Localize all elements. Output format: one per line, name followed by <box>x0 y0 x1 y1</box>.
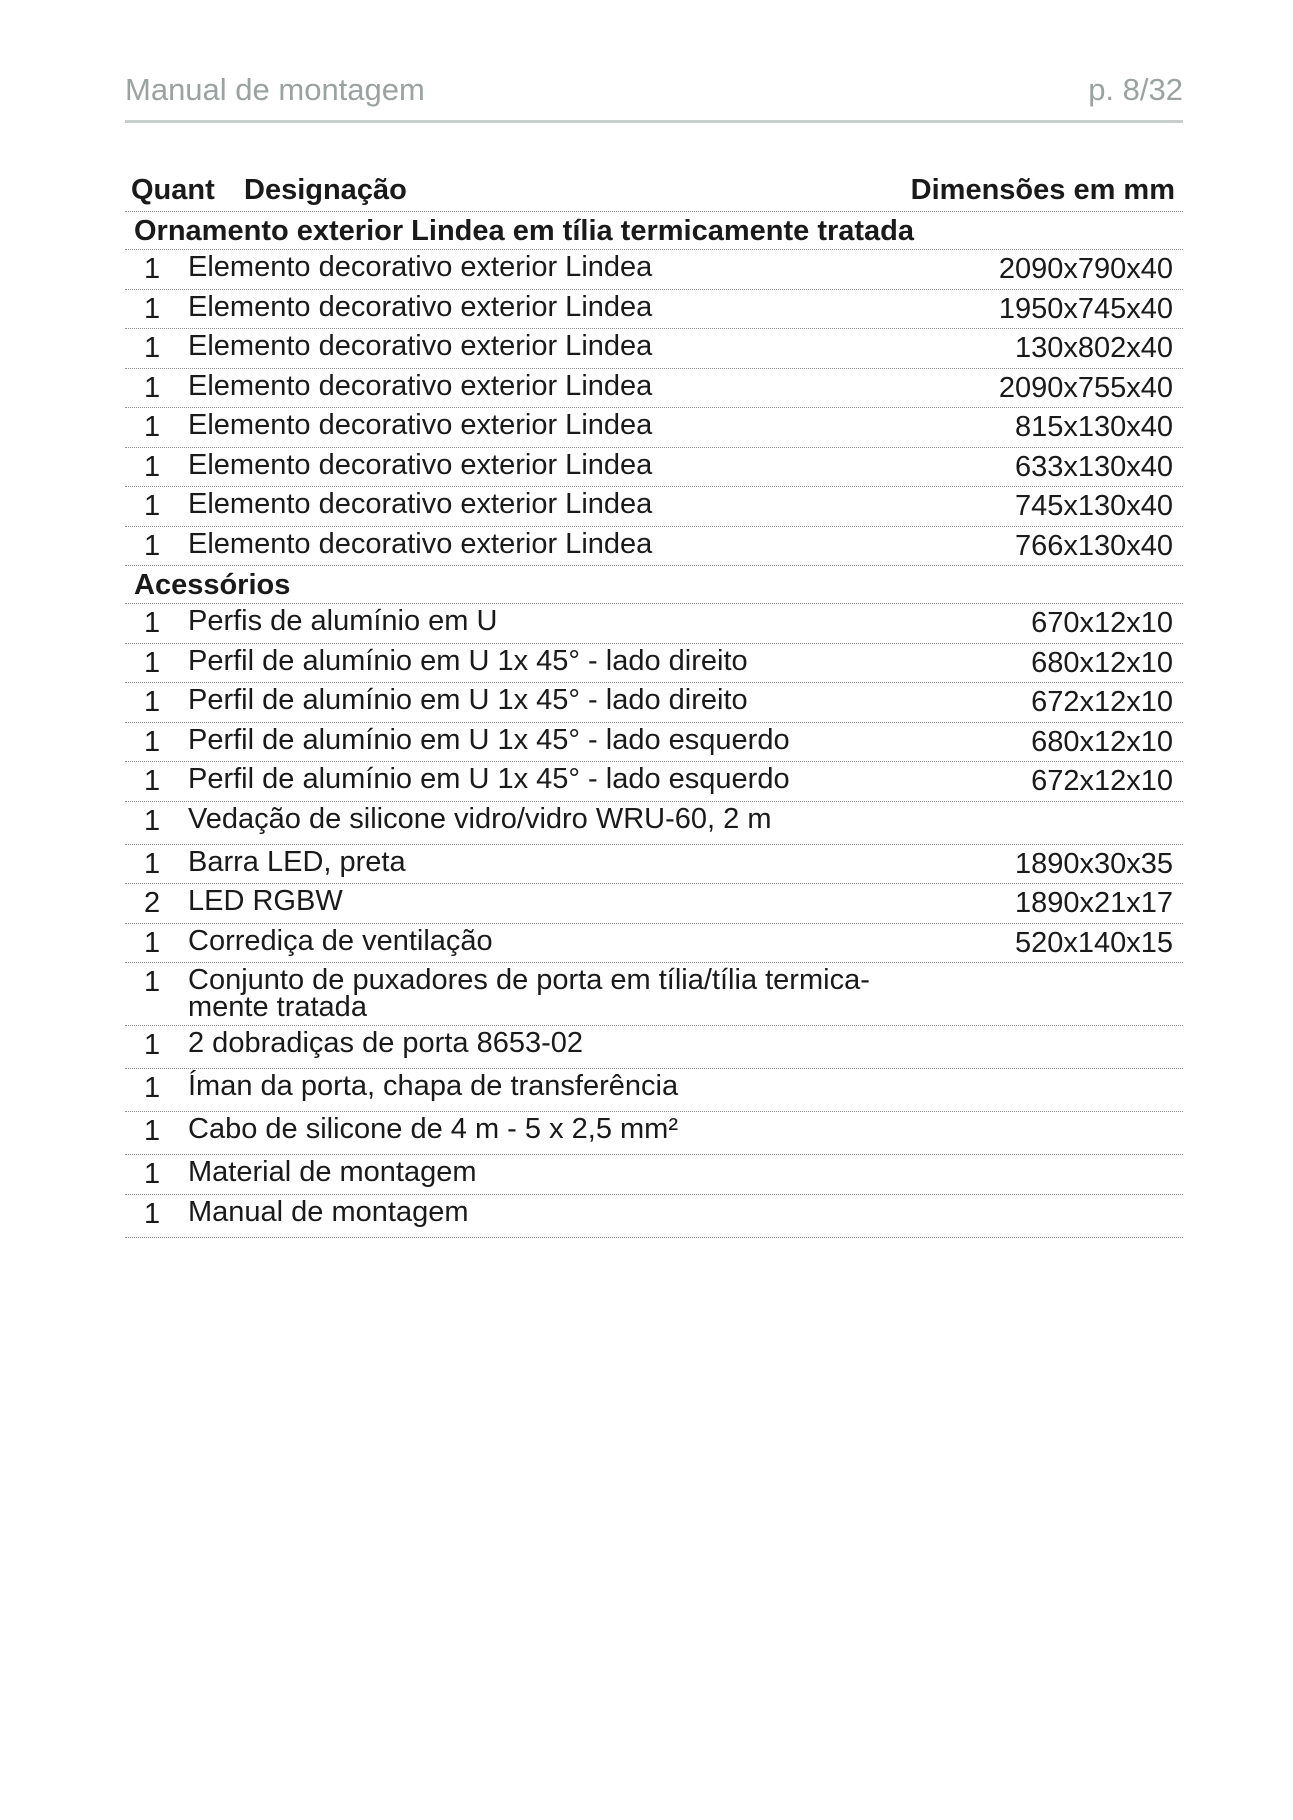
item-designation: LED RGBW <box>188 885 343 917</box>
table-row <box>125 963 1183 1026</box>
table-row <box>125 1112 1183 1155</box>
table-row <box>125 1069 1183 1112</box>
item-dimensions: 130x802x40 <box>1014 332 1173 364</box>
item-dimensions: 672x12x10 <box>1031 765 1173 797</box>
item-qty: 1 <box>144 847 161 880</box>
item-dimensions: 670x12x10 <box>1031 607 1173 639</box>
item-designation: Elemento decorativo exterior Lindea <box>188 290 653 323</box>
table-row <box>125 683 1183 723</box>
page-header <box>125 72 1183 123</box>
item-qty: 1 <box>144 490 161 522</box>
item-qty: 1 <box>144 332 161 364</box>
table-row <box>125 329 1183 369</box>
table-row <box>125 884 1183 924</box>
table-row <box>125 527 1183 567</box>
table-row <box>125 369 1183 409</box>
item-designation: Corrediça de ventilação <box>188 924 493 957</box>
item-qty: 1 <box>144 529 161 562</box>
section-title: Ornamento exterior Lindea em tília termicamente tratada <box>134 215 915 247</box>
table-row <box>125 250 1183 290</box>
item-designation: Vedação de silicone vidro/vidro WRU-60, 2 m <box>188 802 772 835</box>
table-header-row <box>125 166 1183 212</box>
section-header-accessories <box>125 566 1183 604</box>
table-row <box>125 408 1183 448</box>
table-row <box>125 845 1183 885</box>
item-qty: 1 <box>144 1115 161 1147</box>
item-designation: Elemento decorativo exterior Lindea <box>188 251 653 283</box>
table-row <box>125 723 1183 763</box>
item-designation <box>188 964 908 1023</box>
table-row <box>125 604 1183 644</box>
item-designation: Material de montagem <box>188 1156 477 1188</box>
item-designation: Perfil de alumínio em U 1x 45° - lado direito <box>188 684 748 716</box>
table-row <box>125 487 1183 527</box>
item-qty: 1 <box>144 646 161 679</box>
item-dimensions: 2090x790x40 <box>998 253 1173 285</box>
item-designation: Íman da porta, chapa de transferência <box>188 1070 679 1102</box>
table-row <box>125 1026 1183 1069</box>
item-designation: Elemento decorativo exterior Lindea <box>188 448 653 481</box>
page-number: p. 8/32 <box>1088 72 1183 107</box>
column-header-dimensions: Dimensões em mm <box>910 174 1175 206</box>
item-dimensions: 745x130x40 <box>1014 490 1173 522</box>
parts-table <box>125 166 1183 1238</box>
item-designation: Elemento decorativo exterior Lindea <box>188 369 653 402</box>
item-qty: 1 <box>144 926 161 959</box>
item-dimensions: 680x12x10 <box>1031 646 1173 679</box>
item-designation: Elemento decorativo exterior Lindea <box>188 527 653 560</box>
item-dimensions: 815x130x40 <box>1014 411 1173 443</box>
item-qty: 1 <box>144 1072 161 1104</box>
table-row <box>125 448 1183 488</box>
item-designation: Perfis de alumínio em U <box>188 605 498 637</box>
table-row <box>125 1195 1183 1238</box>
item-qty: 1 <box>144 292 161 325</box>
section-title: Acessórios <box>134 569 291 601</box>
item-designation: Perfil de alumínio em U 1x 45° - lado esquerdo <box>188 763 790 795</box>
item-qty: 1 <box>144 725 161 758</box>
item-dimensions: 766x130x40 <box>1014 529 1173 562</box>
item-designation: Perfil de alumínio em U 1x 45° - lado esquerdo <box>188 723 790 756</box>
item-designation: Barra LED, preta <box>188 845 406 878</box>
section-header-ornament <box>125 212 1183 250</box>
item-qty: 1 <box>144 804 161 837</box>
item-qty: 1 <box>144 1197 161 1230</box>
item-designation: Elemento decorativo exterior Lindea <box>188 330 653 362</box>
item-dimensions: 1890x30x35 <box>1014 847 1173 880</box>
item-qty: 1 <box>144 1029 161 1061</box>
table-row <box>125 644 1183 684</box>
item-dimensions: 2090x755x40 <box>998 371 1173 404</box>
table-row <box>125 924 1183 964</box>
item-dimensions: 1950x745x40 <box>998 292 1173 325</box>
item-qty: 1 <box>144 253 161 285</box>
item-dimensions: 680x12x10 <box>1031 725 1173 758</box>
item-qty: 1 <box>144 765 161 797</box>
item-designation-line2: mente tratada <box>188 991 367 1023</box>
item-qty: 1 <box>144 371 161 404</box>
item-designation-line1: Conjunto de puxadores de porta em tília/tília termica- <box>188 964 870 996</box>
table-row <box>125 802 1183 845</box>
item-qty: 1 <box>144 686 161 718</box>
table-row <box>125 1155 1183 1195</box>
item-dimensions: 633x130x40 <box>1014 450 1173 483</box>
table-row <box>125 290 1183 330</box>
item-designation: 2 dobradiças de porta 8653-02 <box>188 1027 584 1059</box>
item-designation: Manual de montagem <box>188 1195 469 1228</box>
column-header-qty: Quant <box>131 174 215 206</box>
header-title: Manual de montagem <box>125 72 425 107</box>
item-dimensions: 520x140x15 <box>1014 926 1173 959</box>
item-qty: 1 <box>144 1158 161 1190</box>
item-designation: Perfil de alumínio em U 1x 45° - lado direito <box>188 644 748 677</box>
item-qty: 1 <box>144 607 161 639</box>
item-designation: Cabo de silicone de 4 m - 5 x 2,5 mm² <box>188 1113 678 1145</box>
item-qty: 1 <box>144 450 161 483</box>
item-designation: Elemento decorativo exterior Lindea <box>188 409 653 441</box>
item-dimensions: 672x12x10 <box>1031 686 1173 718</box>
item-qty: 2 <box>144 887 161 919</box>
item-designation: Elemento decorativo exterior Lindea <box>188 488 653 520</box>
item-qty: 1 <box>144 966 161 998</box>
table-row <box>125 762 1183 802</box>
item-qty: 1 <box>144 411 161 443</box>
column-header-designation: Designação <box>244 174 407 206</box>
item-dimensions: 1890x21x17 <box>1014 887 1173 919</box>
